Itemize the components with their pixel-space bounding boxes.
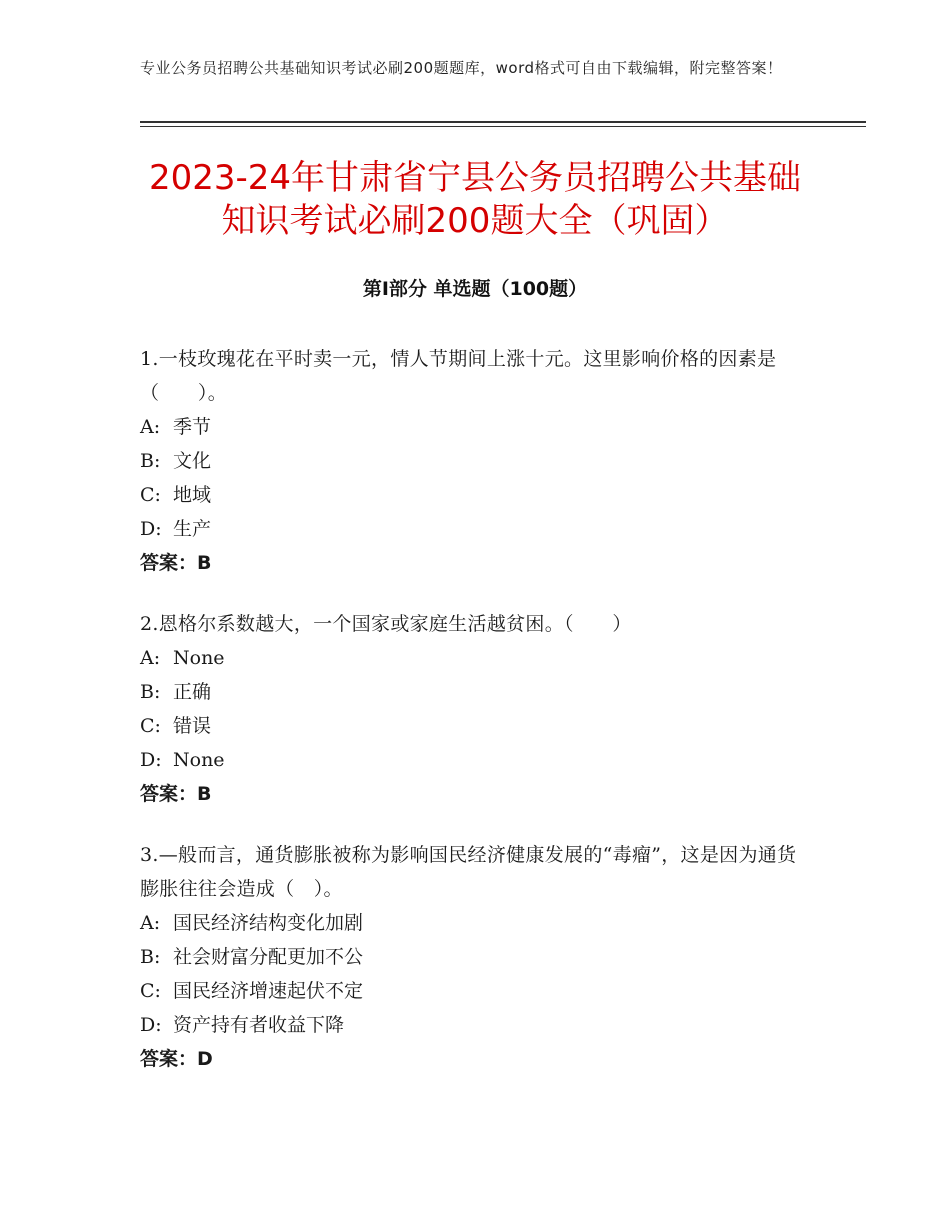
option-letter: B: [140,946,161,968]
question-1 [140,342,800,580]
option-d [140,1008,800,1042]
answer-line: 答案：B [140,552,212,574]
header-rule-thick [140,121,866,123]
option-letter: B: [140,681,161,703]
option-text: 资产持有者收益下降 [173,1014,345,1036]
option-b [140,675,800,709]
question-list [140,342,800,1103]
option-c [140,709,800,743]
option-letter: C: [140,980,161,1002]
question-stem: 3.—般而言，通货膨胀被称为影响国民经济健康发展的“毒瘤”，这是因为通货膨胀往往会造成（ ）。 [140,844,797,900]
option-b [140,940,800,974]
option-b [140,444,800,478]
option-a [140,641,800,675]
option-text: 国民经济结构变化加剧 [173,912,364,934]
option-text: 文化 [173,450,212,472]
option-letter: D: [140,749,162,771]
option-d [140,512,800,546]
option-text: 国民经济增速起伏不定 [173,980,364,1002]
option-text: None [173,749,225,771]
question-stem: 2.恩格尔系数越大，一个国家或家庭生活越贫困。（ ） [140,613,632,635]
question-stem: 1.一枝玫瑰花在平时卖一元，情人节期间上涨十元。这里影响价格的因素是（ ）。 [140,348,777,404]
option-letter: C: [140,484,161,506]
option-a [140,410,800,444]
option-letter: D: [140,1014,162,1036]
option-text: 正确 [173,681,212,703]
option-letter: A: [140,647,161,669]
option-d [140,743,800,777]
option-a [140,906,800,940]
option-letter: A: [140,912,161,934]
option-c [140,974,800,1008]
answer-line: 答案：D [140,1048,213,1070]
option-letter: C: [140,715,161,737]
section-heading: 第Ⅰ部分 单选题（100题） [362,278,588,300]
document-title [140,157,810,243]
answer-line: 答案：B [140,783,212,805]
option-letter: B: [140,450,161,472]
title-line-1: 2023-24年甘肃省宁县公务员招聘公共基础 [148,158,802,198]
option-text: None [173,647,225,669]
option-letter: D: [140,518,162,540]
title-line-2: 知识考试必刷200题大全（巩固） [221,201,729,241]
option-text: 地域 [173,484,212,506]
question-3 [140,838,800,1076]
question-2 [140,607,800,811]
option-c [140,478,800,512]
option-text: 社会财富分配更加不公 [173,946,364,968]
option-text: 生产 [173,518,212,540]
header-rule-thin [140,126,866,127]
option-letter: A: [140,416,161,438]
option-text: 错误 [173,715,212,737]
header-note: 专业公务员招聘公共基础知识考试必刷200题题库，word格式可自由下载编辑，附完整答案！ [140,59,783,77]
option-text: 季节 [173,416,212,438]
